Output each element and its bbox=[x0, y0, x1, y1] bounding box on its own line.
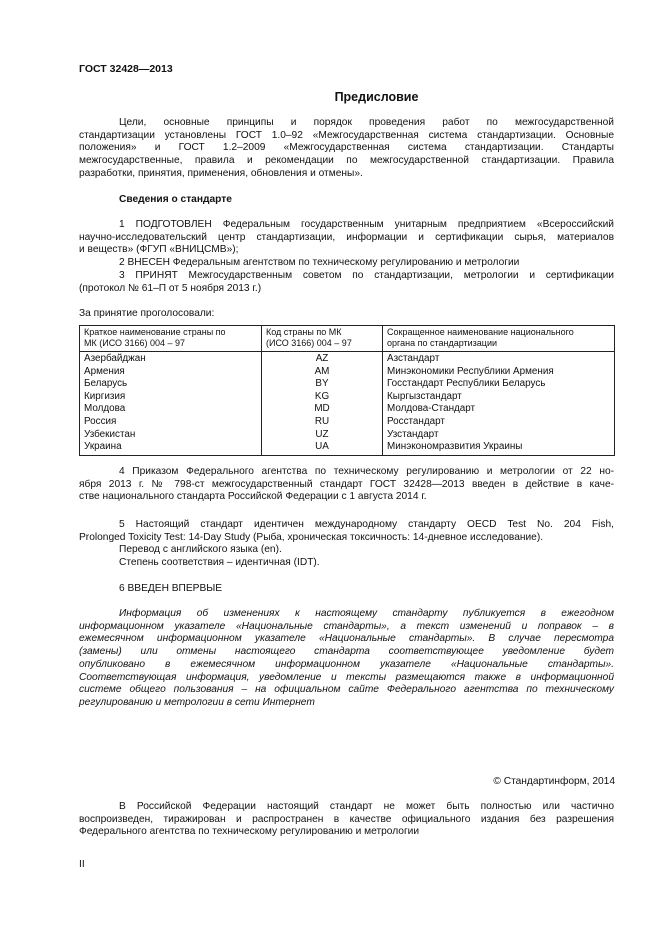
cell-body: Минэкономразвития Украины bbox=[383, 441, 615, 455]
document-code: ГОСТ 32428—2013 bbox=[79, 63, 173, 75]
copyright: © Стандартинформ, 2014 bbox=[493, 776, 615, 787]
table-row bbox=[80, 378, 615, 391]
header-line: Краткое наименование страны по bbox=[84, 327, 226, 337]
cell-code: RU bbox=[262, 416, 383, 429]
item-3-line: (протокол № 61–П от 5 ноября 2013 г.) bbox=[79, 282, 262, 294]
cell-body: Кыргызстандарт bbox=[383, 391, 615, 404]
table-row bbox=[80, 391, 615, 404]
cell-country: Беларусь bbox=[80, 378, 262, 391]
table-row bbox=[80, 403, 615, 416]
item-1-line: научно-исследовательский центр стандартизации, информации и сертификации сырья, материалов bbox=[79, 231, 614, 243]
item-5-conformity: Степень соответствия – идентичная (IDT). bbox=[119, 557, 320, 569]
info-line: системе общего пользования – на официальном сайте Федерального агентства по техническому bbox=[79, 684, 614, 696]
item-4-line: стве национального стандарта Российской Федерации с 1 августа 2014 г. bbox=[79, 491, 427, 503]
item-4-paragraph bbox=[79, 466, 614, 504]
table-row bbox=[80, 366, 615, 379]
table-header-code bbox=[262, 326, 383, 352]
item-5-line: Prolonged Toxicity Test: 14-Day Study (Рыба, хроническая токсичность: 14-дневное исследование). bbox=[79, 531, 544, 543]
item-5-translation: Перевод с английского языка (en). bbox=[119, 544, 282, 556]
item-2-paragraph: 2 ВНЕСЕН Федеральным агентством по техническому регулированию и метрологии bbox=[119, 257, 520, 268]
info-line: Информация об изменениях к настоящему стандарту публикуется в ежегодном bbox=[119, 608, 614, 619]
item-5-paragraph bbox=[79, 519, 614, 570]
cell-body: Молдова-Стандарт bbox=[383, 403, 615, 416]
cell-code: UA bbox=[262, 441, 383, 455]
intro-line: межгосударственные, правила и рекомендации по межгосударственной стандартизации. Правила bbox=[79, 155, 614, 167]
intro-paragraph bbox=[79, 117, 614, 181]
table-row bbox=[80, 416, 615, 429]
info-line: опубликовано в ежемесячном информационном указателе «Национальные стандарты». bbox=[79, 658, 614, 670]
info-line: регулированию и метрологии в сети Интернет bbox=[79, 696, 315, 708]
item-1-line: 1 ПОДГОТОВЛЕН Федеральным государственным унитарным предприятием «Всероссийский bbox=[119, 219, 614, 230]
changes-info-paragraph bbox=[79, 608, 614, 710]
page-title: Предисловие bbox=[334, 90, 419, 104]
table-header-body bbox=[383, 326, 615, 352]
item-4-line: 4 Приказом Федерального агентства по техническому регулированию и метрологии от 22 но- bbox=[119, 466, 614, 477]
cell-code: MD bbox=[262, 403, 383, 416]
rights-paragraph bbox=[79, 801, 614, 839]
info-line: Соответствующая информация, уведомление и тексты размещаются также в информационной bbox=[79, 671, 614, 683]
intro-line: стандартизации установлены ГОСТ 1.0–92 «Межгосударственная система стандартизации. Основные bbox=[79, 129, 614, 141]
cell-country: Россия bbox=[80, 416, 262, 429]
table-row bbox=[80, 441, 615, 455]
cell-body: Минэкономики Республики Армения bbox=[383, 366, 615, 379]
cell-country: Киргизия bbox=[80, 391, 262, 404]
intro-line: положения» и ГОСТ 1.2–2009 «Межгосударственная система стандартизации. Стандарты bbox=[79, 142, 614, 154]
item-3-paragraph bbox=[79, 270, 614, 295]
item-6-paragraph: 6 ВВЕДЕН ВПЕРВЫЕ bbox=[119, 583, 223, 594]
cell-country: Узбекистан bbox=[80, 429, 262, 442]
cell-country: Армения bbox=[80, 366, 262, 379]
cell-code: BY bbox=[262, 378, 383, 391]
rights-line: Федерального агентства по техническому регулированию и метрологии bbox=[79, 826, 420, 838]
header-line: органа по стандартизации bbox=[387, 338, 498, 348]
cell-country: Молдова bbox=[80, 403, 262, 416]
table-header-row bbox=[80, 326, 615, 352]
item-3-line: 3 ПРИНЯТ Межгосударственным советом по стандартизации, метрологии и сертификации bbox=[119, 270, 614, 281]
header-line: Код страны по МК bbox=[266, 327, 342, 337]
vote-label: За принятие проголосовали: bbox=[79, 308, 215, 319]
cell-code: UZ bbox=[262, 429, 383, 442]
page-number: II bbox=[79, 859, 85, 870]
item-1-paragraph bbox=[79, 219, 614, 257]
item-1-line: и веществ» (ФГУП «ВНИЦСМВ»); bbox=[79, 244, 239, 256]
cell-country: Азербайджан bbox=[80, 352, 262, 366]
table-row bbox=[80, 429, 615, 442]
info-line: ежемесячном информационном указателе «Национальные стандарты». В случае пересмотра bbox=[79, 633, 614, 645]
cell-code: KG bbox=[262, 391, 383, 404]
cell-body: Азстандарт bbox=[383, 352, 615, 366]
info-line: (замены) или отмены настоящего стандарта соответствующее уведомление будет bbox=[79, 646, 614, 658]
intro-line: разработки, принятия, применения, обновления и отмены». bbox=[79, 167, 363, 179]
rights-line: воспроизведен, тиражирован и распространен в качестве официального издания без разрешения bbox=[79, 813, 614, 825]
rights-line: В Российской Федерации настоящий стандарт не может быть полностью или частично bbox=[119, 801, 614, 812]
header-line: (ИСО 3166) 004 – 97 bbox=[266, 338, 352, 348]
cell-body: Госстандарт Республики Беларусь bbox=[383, 378, 615, 391]
header-line: МК (ИСО 3166) 004 – 97 bbox=[84, 338, 186, 348]
cell-country: Украина bbox=[80, 441, 262, 455]
header-line: Сокращенное наименование национального bbox=[387, 327, 574, 337]
cell-code: AM bbox=[262, 366, 383, 379]
table-row bbox=[80, 352, 615, 366]
section-heading: Сведения о стандарте bbox=[119, 194, 232, 205]
cell-body: Росстандарт bbox=[383, 416, 615, 429]
intro-line: Цели, основные принципы и порядок проведения работ по межгосударственной bbox=[119, 117, 614, 128]
table-header-country bbox=[80, 326, 262, 352]
cell-body: Узстандарт bbox=[383, 429, 615, 442]
cell-code: AZ bbox=[262, 352, 383, 366]
item-5-line: 5 Настоящий стандарт идентичен международному стандарту OECD Test No. 204 Fish, bbox=[119, 519, 614, 530]
voting-table bbox=[79, 325, 615, 456]
item-4-line: ября 2013 г. № 798-ст межгосударственный стандарт ГОСТ 32428—2013 введен в действие в каче- bbox=[79, 478, 614, 490]
info-line: информационном указателе «Национальные стандарты», а текст изменений и поправок – в bbox=[79, 620, 614, 632]
